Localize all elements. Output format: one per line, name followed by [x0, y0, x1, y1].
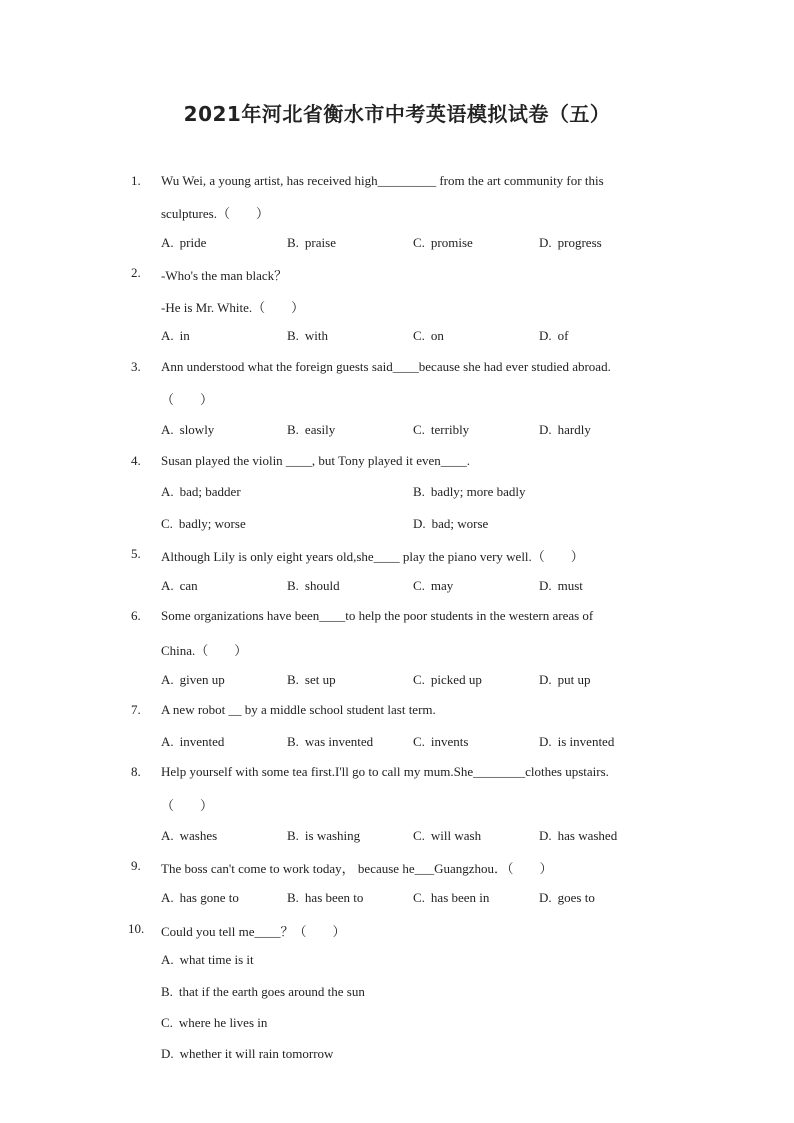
option-d[interactable]: D. is invented [539, 734, 615, 749]
option-a[interactable]: A. bad; badder [161, 484, 241, 499]
option-a[interactable]: A. invented [161, 734, 225, 749]
question-number: 4. [131, 453, 141, 468]
question-number: 2. [131, 265, 141, 280]
question-stem: Could you tell me____？（ ） [161, 924, 346, 939]
option-d[interactable]: D. must [539, 578, 583, 593]
option-c[interactable]: C. where he lives in [161, 1015, 268, 1030]
option-a[interactable]: A. has gone to [161, 890, 239, 905]
question-number: 9. [131, 858, 141, 873]
option-c[interactable]: C. picked up [413, 672, 482, 687]
option-a[interactable]: A. what time is it [161, 952, 254, 967]
question-number: 1. [131, 173, 141, 188]
option-b[interactable]: B. has been to [287, 890, 364, 905]
option-d[interactable]: D. has washed [539, 828, 618, 843]
option-b[interactable]: B. badly; more badly [413, 484, 526, 499]
question-stem: （ ） [161, 392, 214, 407]
option-a[interactable]: A. given up [161, 672, 225, 687]
option-b[interactable]: B. set up [287, 672, 336, 687]
option-b[interactable]: B. easily [287, 422, 336, 437]
option-c[interactable]: C. badly; worse [161, 516, 246, 531]
question-number: 5. [131, 546, 141, 561]
question-stem: Although Lily is only eight years old,she____ play the piano very well.（ ） [161, 549, 584, 564]
question-number: 8. [131, 764, 141, 779]
question-stem: Susan played the violin ____, but Tony played it even____. [161, 453, 471, 468]
option-b[interactable]: B. was invented [287, 734, 374, 749]
option-d[interactable]: D. put up [539, 672, 591, 687]
question-stem: Help yourself with some tea first.I'll go to call my mum.She________clothes upstairs. [161, 764, 609, 779]
option-a[interactable]: A. slowly [161, 422, 215, 437]
option-c[interactable]: C. terribly [413, 422, 470, 437]
option-b[interactable]: B. should [287, 578, 340, 593]
option-d[interactable]: D. progress [539, 235, 602, 250]
question-number: 10. [128, 921, 145, 936]
option-a[interactable]: A. washes [161, 828, 218, 843]
question-stem: China.（ ） [161, 643, 248, 658]
option-c[interactable]: C. promise [413, 235, 473, 250]
question-stem: Wu Wei, a young artist, has received high_________ from the art community for this [161, 173, 604, 188]
question-number: 3. [131, 359, 141, 374]
question-number: 6. [131, 608, 141, 623]
page-title: 2021年河北省衡水市中考英语模拟试卷（五） [183, 102, 611, 126]
option-c[interactable]: C. may [413, 578, 454, 593]
question-stem: -He is Mr. White.（ ） [161, 300, 305, 315]
option-b[interactable]: B. with [287, 328, 329, 343]
question-stem: -Who's the man black？ [161, 268, 288, 283]
option-d[interactable]: D. of [539, 328, 569, 343]
option-b[interactable]: B. praise [287, 235, 336, 250]
question-stem: Ann understood what the foreign guests said____because she had ever studied abroad. [161, 359, 611, 374]
question-stem: A new robot __ by a middle school student last term. [161, 702, 436, 717]
option-d[interactable]: D. hardly [539, 422, 591, 437]
option-b[interactable]: B. is washing [287, 828, 361, 843]
question-stem: sculptures.（ ） [161, 206, 269, 221]
option-d[interactable]: D. goes to [539, 890, 595, 905]
option-c[interactable]: C. on [413, 328, 444, 343]
option-d[interactable]: D. bad; worse [413, 516, 489, 531]
option-a[interactable]: A. pride [161, 235, 207, 250]
question-stem: Some organizations have been____to help the poor students in the western areas of [161, 608, 594, 623]
option-c[interactable]: C. has been in [413, 890, 490, 905]
option-b[interactable]: B. that if the earth goes around the sun [161, 984, 365, 999]
option-c[interactable]: C. will wash [413, 828, 482, 843]
option-a[interactable]: A. can [161, 578, 198, 593]
question-number: 7. [131, 702, 141, 717]
question-stem: The boss can't come to work today， because he___Guangzhou．（ ） [161, 861, 553, 876]
option-d[interactable]: D. whether it will rain tomorrow [161, 1046, 334, 1061]
question-stem: （ ） [161, 798, 214, 813]
option-c[interactable]: C. invents [413, 734, 469, 749]
option-a[interactable]: A. in [161, 328, 190, 343]
